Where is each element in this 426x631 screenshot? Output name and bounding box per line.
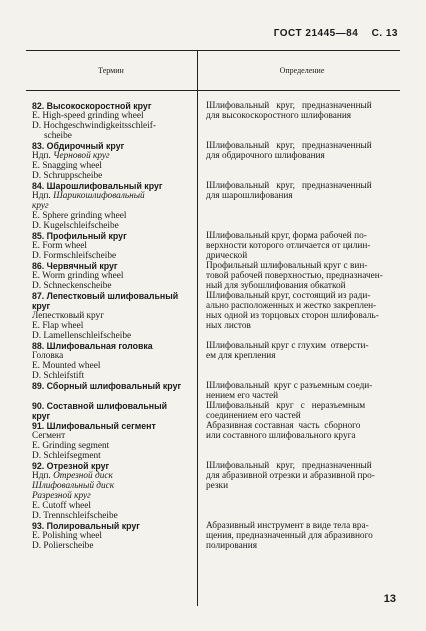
- term-line: [32, 531, 194, 541]
- definition-entry: [206, 231, 394, 261]
- term-text: E. Form wheel: [32, 241, 87, 252]
- term-text: Лепестковый круг: [32, 311, 105, 322]
- deprecated-term: Отрезной диск: [53, 471, 113, 482]
- definition-line: Абразивная составная часть сборного: [206, 421, 361, 431]
- definition-line: нением его частей: [206, 391, 279, 402]
- page-number: 13: [383, 593, 396, 605]
- term-line: [32, 311, 194, 321]
- table-top-rule: [26, 50, 400, 51]
- term-entry: [32, 381, 194, 391]
- term-text: D. Schleifsegment: [32, 451, 101, 462]
- definition-line: Шлифовальный круг с неразъемным: [206, 401, 366, 411]
- term-entry: [32, 401, 194, 421]
- term-text: D. Kugelschleifscheibe: [32, 221, 119, 232]
- term-line: [32, 451, 194, 461]
- definition-line: ный для зубошлифования обкаткой: [206, 281, 346, 292]
- term-title: [32, 411, 194, 421]
- term-title: [32, 101, 194, 111]
- term-title: [32, 141, 194, 151]
- running-header: [274, 28, 398, 39]
- term-text: E. Snagging wheel: [32, 161, 102, 172]
- definition-line: ных листов: [206, 321, 251, 332]
- term-text: scheibe: [44, 131, 72, 142]
- term-text: 88. Шлифовальная головка: [32, 341, 153, 351]
- definition-line: для шарошлифования: [206, 191, 293, 202]
- header-separator: [26, 90, 400, 91]
- term-text: D. Polierscheibe: [32, 541, 94, 552]
- definition-entry: [206, 381, 394, 401]
- term-text: D. Formschleifscheibe: [32, 251, 117, 262]
- term-text: E. Polishing wheel: [32, 531, 102, 542]
- term-text: 82. Высокоскоростной круг: [32, 101, 152, 111]
- term-title: [32, 341, 194, 351]
- term-line: [32, 131, 194, 141]
- term-text: E. Sphere grinding wheel: [32, 211, 127, 222]
- term-text: D. Trennschleifscheibe: [32, 511, 118, 522]
- term-title: [32, 421, 194, 431]
- definition-line: Шлифовальный круг, состоящий из ради-: [206, 291, 371, 301]
- term-text: 85. Профильный круг: [32, 231, 127, 241]
- definition-entry: [206, 261, 394, 291]
- term-text: E. Mounted wheel: [32, 361, 101, 372]
- term-line: [32, 541, 194, 551]
- definition-line: Шлифовальный круг, форма рабочей по-: [206, 231, 367, 241]
- term-title: [32, 291, 194, 301]
- term-text: Ндп.: [32, 191, 54, 202]
- definition-entry: [206, 141, 394, 161]
- term-entry: [32, 291, 194, 341]
- term-text: круг: [32, 301, 51, 312]
- term-entry: [32, 421, 194, 461]
- term-line: [32, 321, 194, 331]
- definition-line: верхности которого отличается от цилин-: [206, 241, 371, 252]
- term-title: [32, 461, 194, 471]
- term-text: E. Cutoff wheel: [32, 501, 91, 512]
- term-entry: [32, 521, 194, 551]
- term-text: E. Flap wheel: [32, 321, 84, 332]
- term-line: [32, 491, 194, 501]
- term-entry: [32, 261, 194, 291]
- definition-entry: [206, 421, 394, 441]
- term-text: D. Schneckenscheibe: [32, 281, 112, 292]
- definition-line: соединением его частей: [206, 411, 301, 422]
- term-line: [32, 331, 194, 341]
- term-text: D. Lamellenschleifscheibe: [32, 331, 132, 342]
- term-text: 90. Составной шлифовальный: [32, 401, 168, 411]
- definition-line: дрической: [206, 251, 248, 262]
- definition-line: Шлифовальный круг, предназначенный: [206, 101, 372, 111]
- table-header: [26, 58, 400, 86]
- definition-line: для абразивной отрезки и абразивной про-: [206, 471, 375, 482]
- term-text: D. Hochgeschwindigkeitsschleif-: [32, 121, 156, 132]
- definition-line: Шлифовальный круг, предназначенный: [206, 461, 372, 471]
- term-text: Ндп.: [32, 471, 54, 482]
- term-entry: [32, 461, 194, 522]
- definition-line: Шлифовальный круг, предназначенный: [206, 181, 372, 191]
- term-entry: [32, 141, 194, 181]
- term-line: [32, 171, 194, 181]
- standard-code: ГОСТ 21445—84: [273, 28, 359, 39]
- definition-entry: [206, 461, 394, 491]
- term-line: [32, 241, 194, 251]
- term-title: [32, 231, 194, 241]
- term-line: [32, 271, 194, 281]
- term-title: [32, 381, 194, 391]
- term-text: 86. Червячный круг: [32, 261, 118, 271]
- definition-entry: [206, 341, 394, 361]
- definition-entry: [206, 101, 394, 121]
- definition-line: товой рабочей поверхностью, предназначен-: [206, 271, 383, 282]
- definition-entry: [206, 291, 394, 331]
- column-header-term: Термин: [98, 66, 124, 75]
- term-text: E. Grinding segment: [32, 441, 110, 452]
- term-text: Сегмент: [32, 431, 66, 442]
- term-entry: [32, 101, 194, 141]
- term-text: 83. Обдирочный круг: [32, 141, 125, 151]
- term-line: [32, 351, 194, 361]
- term-title: [32, 401, 194, 411]
- term-line: [32, 221, 194, 231]
- definition-line: ем для крепления: [206, 351, 276, 362]
- term-line: [32, 251, 194, 261]
- term-text: Разрезной круг: [32, 491, 91, 502]
- term-line: [32, 501, 194, 511]
- term-line: [32, 361, 194, 371]
- term-text: Шлифовальный диск: [32, 481, 115, 492]
- term-text: D. Schruppscheibe: [32, 171, 103, 182]
- definition-line: Шлифовальный круг с разъемным соеди-: [206, 381, 373, 391]
- definition-line: для обдирочного шлифования: [206, 151, 325, 162]
- term-text: 92. Отрезной круг: [32, 461, 110, 471]
- definition-line: Шлифовальный круг с глухим отверсти-: [206, 341, 369, 351]
- definition-line: ально расположенных и жестко закреплен-: [206, 301, 377, 312]
- term-text: круг: [32, 411, 51, 422]
- definition-line: щения, предназначенный для абразивного: [206, 531, 373, 542]
- term-title: [32, 301, 194, 311]
- definition-line: резки: [206, 481, 229, 492]
- definition-line: ных одной из торцовых сторон шлифоваль-: [206, 311, 379, 322]
- term-line: [32, 471, 194, 481]
- term-text: 89. Сборный шлифовальный круг: [32, 381, 182, 391]
- term-line: [32, 431, 194, 441]
- term-line: [32, 371, 194, 381]
- deprecated-term: Черновой круг: [53, 151, 110, 162]
- deprecated-term: Шарикошлифовальный: [53, 191, 145, 202]
- term-text: E. Worm grinding wheel: [32, 271, 124, 282]
- term-line: [32, 161, 194, 171]
- definition-line: полирования: [206, 541, 258, 552]
- term-text: Ндп.: [32, 151, 54, 162]
- term-text: 93. Полировальный круг: [32, 521, 140, 531]
- term-text: 84. Шарошлифовальный круг: [32, 181, 163, 191]
- definition-line: Шлифовальный круг, предназначенный: [206, 141, 372, 151]
- term-line: [32, 441, 194, 451]
- column-divider: [197, 50, 198, 606]
- definition-entry: [206, 401, 394, 421]
- term-line: [32, 191, 194, 201]
- definition-entry: [206, 181, 394, 201]
- header-page: С. 13: [371, 28, 398, 39]
- definition-line: Профильный шлифовальный круг с вин-: [206, 261, 368, 271]
- term-text: E. High-speed grinding wheel: [32, 111, 144, 122]
- term-line: [32, 121, 194, 131]
- term-text: 87. Лепестковый шлифовальный: [32, 291, 179, 301]
- term-text: 91. Шлифовальный сегмент: [32, 421, 156, 431]
- term-line: [32, 281, 194, 291]
- definition-entry: [206, 521, 394, 551]
- term-title: [32, 261, 194, 271]
- term-text: круг: [32, 201, 49, 212]
- term-entry: [32, 341, 194, 381]
- definition-line: или составного шлифовального круга: [206, 431, 356, 442]
- term-line: [32, 111, 194, 121]
- definition-line: для высокоскоростного шлифования: [206, 111, 352, 122]
- column-header-definition: Определение: [279, 66, 325, 75]
- term-line: [32, 211, 194, 221]
- term-entry: [32, 181, 194, 231]
- term-line: [32, 481, 194, 491]
- definition-line: Абразивный инструмент в виде тела вра-: [206, 521, 369, 531]
- term-entry: [32, 231, 194, 261]
- term-line: [32, 201, 194, 211]
- term-line: [32, 151, 194, 161]
- term-text: D. Schleifstift: [32, 371, 85, 382]
- term-text: Головка: [32, 351, 64, 362]
- term-title: [32, 521, 194, 531]
- term-title: [32, 181, 194, 191]
